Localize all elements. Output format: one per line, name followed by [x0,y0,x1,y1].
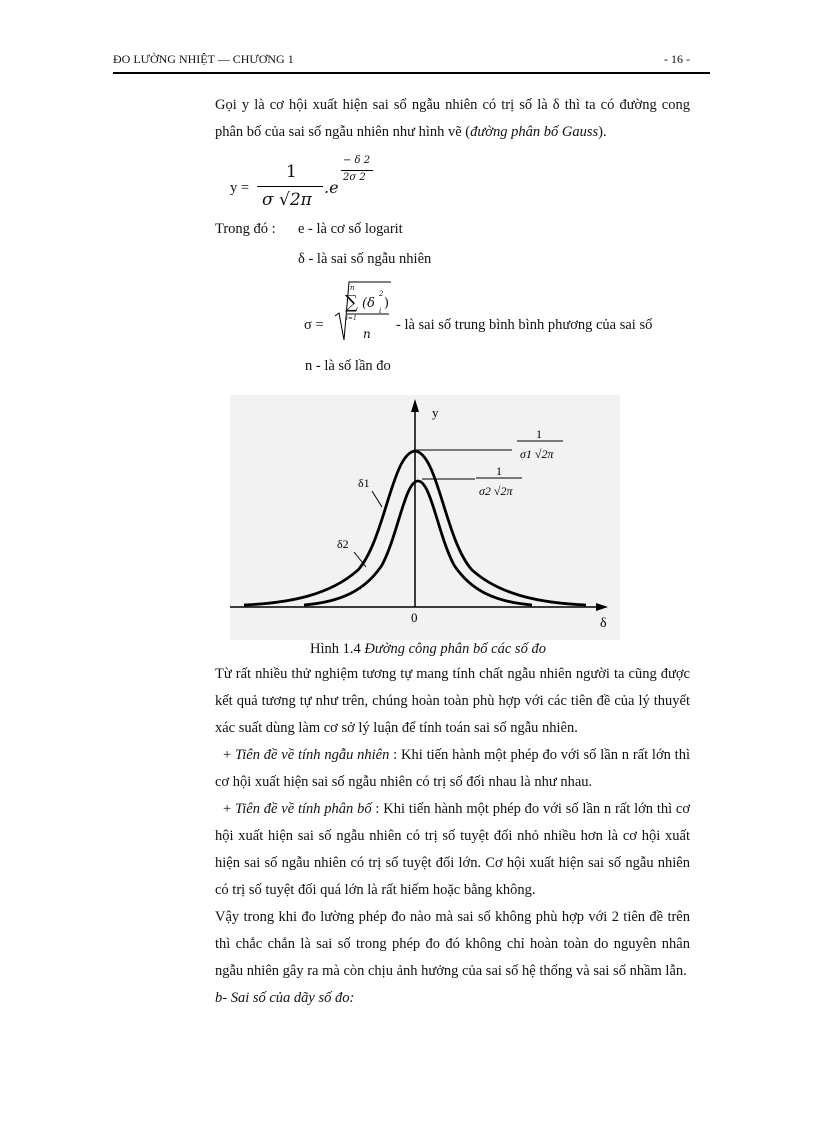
definition-delta: δ - là sai số ngẫu nhiên [298,251,432,267]
body-text [215,661,690,1012]
definition-n: n - là số lần đo [305,358,391,374]
sigma-top-index: n [350,284,355,292]
sigma-term-close: ) [384,296,390,311]
p3-plus: + [223,801,232,817]
origin-label: 0 [411,610,418,625]
header-chapter-title: ĐO LƯỜNG NHIỆT — CHƯƠNG 1 [113,52,294,66]
label2-denominator: σ2 √2π [479,484,513,498]
y-axis-arrow [411,399,419,412]
header-page-number: - 16 - [664,52,690,66]
definition-e: e - là cơ số logarit [298,221,403,237]
label2-numerator: 1 [496,464,502,478]
sigma-denominator: n [363,327,371,341]
intro-paragraph [215,92,690,146]
x-axis-arrow [596,603,608,611]
p2-italic: Tiên đề về tính ngẫu nhiên [235,747,390,763]
caption-title: Đường công phân bố các số đo [364,641,546,657]
intro-text: Gọi y là cơ hội xuất hiện sai số ngẫu nhiên có trị số là δ thì ta có đường cong phân bố của sai số ngẫu nhiên như hình vẽ ( [215,97,690,140]
label1-denominator: σ1 √2π [520,447,554,461]
caption-prefix: Hình 1.4 [310,641,361,657]
formula-numerator: 1 [286,162,297,182]
gauss-figure-svg [230,395,620,640]
section-heading-b: b- Sai số của dãy số đo: [215,990,355,1006]
p2-text: : Khi tiến hành một phép đo với số lần n rất lớn thì cơ hội xuất hiện sai số ngẫu nhiên có trị số đối nhau là như nhau. [215,747,690,790]
header-rule [113,72,710,74]
curve1-label: δ1 [358,476,370,490]
curve1-leader [372,491,382,507]
sigma-bottom-index: i=1 [346,315,357,322]
intro-tail: ). [598,124,607,140]
formula-e: .e [324,178,339,197]
formula-exp-bar [341,170,373,171]
formula-exp-numerator: − δ 2 [343,155,371,166]
sigma-lhs: σ = [304,317,324,333]
curve2-label: δ2 [337,537,349,551]
page-header [113,52,690,67]
p3-italic: Tiên đề về tính phân bố [235,801,372,817]
sigma-term-sub: i [379,307,382,315]
label1-numerator: 1 [536,427,542,441]
formula-fraction-bar [257,186,323,187]
sigma-term-sup: 2 [379,290,384,298]
gauss-figure [230,395,620,640]
sigma-term: (δ [362,296,375,311]
sigma-description: - là sai số trung bình bình phương của sai số [396,317,653,333]
body-paragraph-3 [215,796,690,904]
p2-plus: + [223,747,232,763]
formula-lhs: y = [230,180,250,196]
p3-text: : Khi tiến hành một phép đo với số lần n rất lớn thì cơ hội xuất hiện sai số ngẫu nhiên có trị số tuyệt đối nhỏ nhiều hơn là cơ hội xuất hiện sai số ngẫu nhiên có trị số tuyệt đối lớn. Cơ hội xuất hiện sai số ngẫu nhiên có trị số tuyệt đối quá lớn là rất hiếm hoặc bằng không. [215,801,691,898]
definitions-lead: Trong đó : [215,221,276,237]
intro-italic: đường phân bố Gauss [470,124,599,140]
body-paragraph-1: Từ rất nhiều thử nghiệm tương tự mang tính chất ngẫu nhiên người ta cũng được kết quả tương tự như trên, chúng hoàn toàn phù hợp với các tiên đề của lý thuyết xác suất dùng làm cơ sở lý luận để tính toán sai số ngẫu nhiên. [215,666,690,736]
sigma-sum-symbol: ∑ [345,292,358,313]
body-paragraph-4: Vậy trong khi đo lường phép đo nào mà sai số không phù hợp với 2 tiên đề trên thì chắc chắn là sai số trong phép đo đó không chỉ hoàn toàn do nguyên nhân ngẫu nhiên gây ra mà còn chịu ảnh hưởng của sai số hệ thống và sai số nhầm lẫn. [215,909,690,979]
body-paragraph-2 [215,742,690,796]
formula-denominator: σ √2π [262,190,312,210]
figure-caption [310,641,546,658]
y-axis-label: y [432,405,439,420]
formula-exp-denominator: 2σ 2 [343,172,366,183]
x-axis-label: δ [600,616,607,631]
